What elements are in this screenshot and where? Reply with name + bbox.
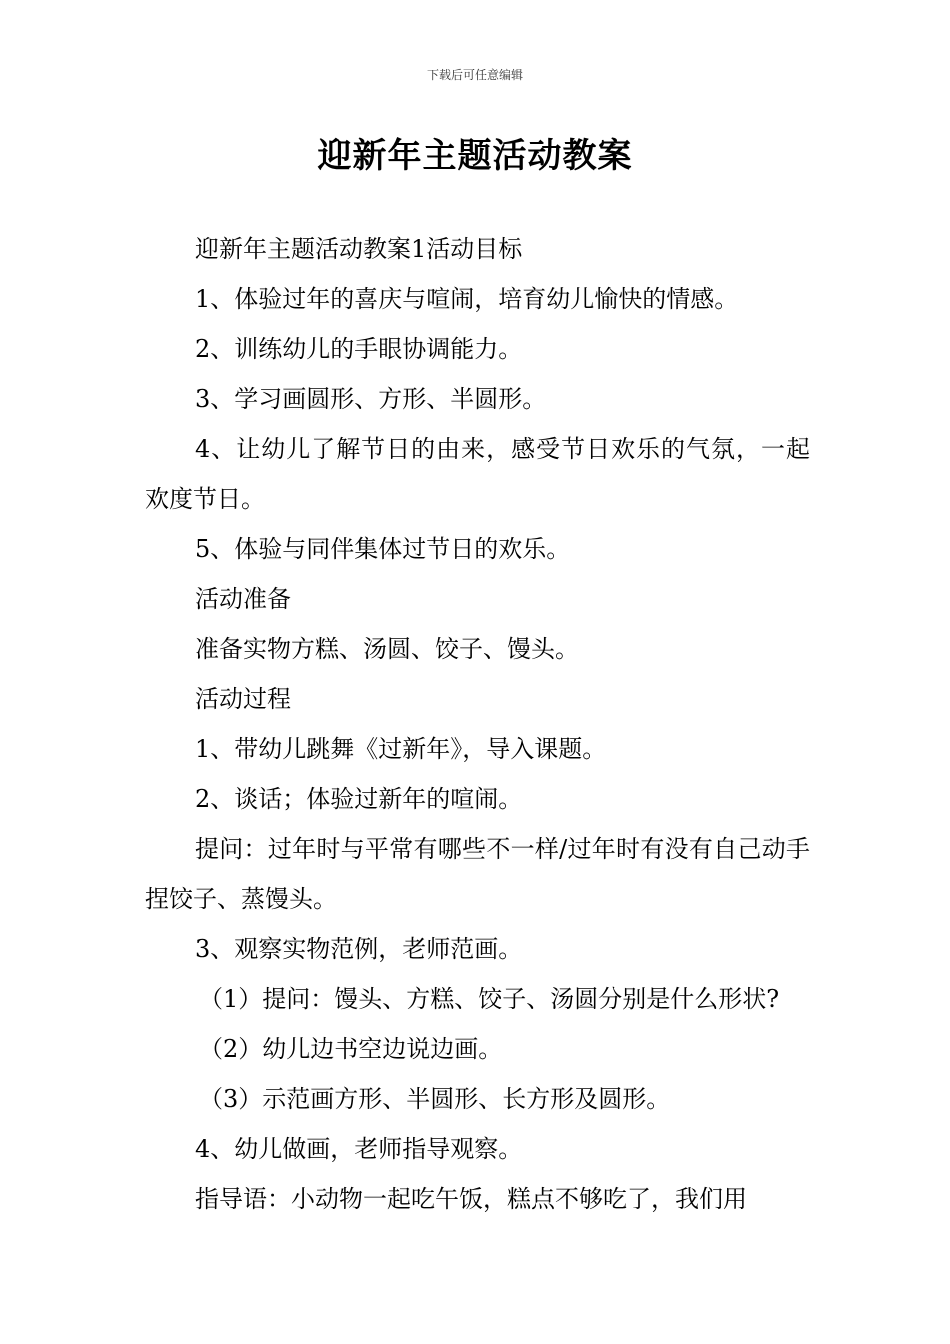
paragraph-preparation: 准备实物方糕、汤圆、饺子、馒头。 [195, 635, 579, 663]
paragraph-process-2: 2、谈话；体验过新年的喧闹。 [195, 785, 523, 813]
paragraph-process-4: 4、幼儿做画，老师指导观察。 [195, 1135, 523, 1163]
paragraph-guidance: 指导语：小动物一起吃午饭，糕点不够吃了，我们用 [195, 1185, 747, 1213]
document-body [145, 224, 810, 1224]
document-title: 迎新年主题活动教案 [317, 136, 633, 176]
paragraph-goal-3: 3、学习画圆形、方形、半圆形。 [195, 385, 547, 413]
paragraph-substep-2: （2）幼儿边书空边说边画。 [199, 1035, 503, 1063]
paragraph-goal-4: 4、让幼儿了解节日的由来，感受节日欢乐的气氛，一起欢度节日。 [145, 435, 810, 513]
paragraph-goal-5: 5、体验与同伴集体过节日的欢乐。 [195, 535, 571, 563]
paragraph-section-heading: 迎新年主题活动教案1活动目标 [195, 235, 523, 263]
paragraph-preparation-heading: 活动准备 [195, 585, 291, 613]
paragraph-process-heading: 活动过程 [195, 685, 291, 713]
page-header-note: 下载后可任意编辑 [426, 68, 523, 82]
paragraph-goal-2: 2、训练幼儿的手眼协调能力。 [195, 335, 523, 363]
paragraph-goal-1: 1、体验过年的喜庆与喧闹，培育幼儿愉快的情感。 [195, 285, 739, 313]
paragraph-substep-3: （3）示范画方形、半圆形、长方形及圆形。 [199, 1085, 671, 1113]
paragraph-process-1: 1、带幼儿跳舞《过新年》，导入课题。 [195, 735, 607, 763]
paragraph-substep-1: （1）提问：馒头、方糕、饺子、汤圆分别是什么形状? [199, 985, 780, 1013]
paragraph-process-3: 3、观察实物范例，老师范画。 [195, 935, 523, 963]
paragraph-question: 提问：过年时与平常有哪些不一样/过年时有没有自己动手捏饺子、蒸馒头。 [145, 835, 810, 913]
